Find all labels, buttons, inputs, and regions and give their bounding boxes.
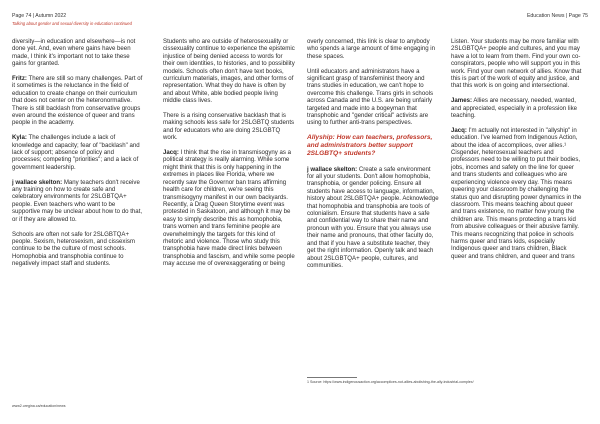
footnote[interactable]: 1 Source: https://www.indigenousaction.org/accomplices-not-allies-abolishing-the-ally-industrial-complex/	[307, 380, 474, 384]
footer-url-link[interactable]: www2.uregina.ca/education/news	[12, 404, 66, 408]
section-question: Allyship: How can teachers, professors, and administrators better support 2SLGBTQ+ students?	[307, 134, 433, 158]
speaker-name: James:	[451, 97, 473, 105]
paragraph: overly concerned, this link is clear to anybody who spends a large amount of time engaging in these spaces.	[307, 38, 436, 60]
paragraph	[451, 97, 583, 119]
speaker-text: Create a safe environment for all your students. Don't allow homophobia, transphobia, or gender policing. Ensure all students have access to language, information, history about 2SLGBTQA+ people. Acknowledge that homophobia and transphobia are tools of colonialism. Ensure that students have a safe and confidential way to share their name and pronoun with you. Ensure that you always use their name and pronouns, that other faculty do, and that if you have a substitute teacher, they get the right information. Openly talk and teach about 2SLGBTQA+ people, cultures, and communities.	[307, 165, 439, 269]
paragraph	[12, 134, 144, 171]
paragraph	[451, 127, 583, 260]
speaker-name: Kyla:	[12, 134, 27, 142]
speaker-text: I think that the rise in transmisogyny as a political strategy is really alarming. While some might think that this is only happening in the extremes in places like Florida, where we recently saw the Governor ban trans affirming health care for children, we're seeing this transmisogyny manifest in our own backyards. Recently, a Drag Queen Storytime event was protested in Saskatoon, and although it may be easy to simply describe this as homophobia, trans women and trans feminine people are overwhelmingly the targets for this kind of rhetoric and violence. Those who study this transphobia have made direct links between transphobia and fascism, and while some people may accuse me of overexaggerating or being	[163, 149, 295, 268]
speaker-name: Jacq:	[163, 149, 179, 157]
speaker-name: Jacq:	[451, 126, 467, 134]
speaker-text: Allies are necessary, needed, wanted, and appreciated, especially in a profession like teaching.	[451, 97, 578, 120]
footnote-divider	[307, 377, 357, 378]
paragraph	[307, 166, 439, 270]
speaker-name: j wallace skelton:	[307, 165, 358, 173]
speaker-name: j wallace skelton:	[12, 178, 63, 186]
paragraph	[163, 149, 295, 268]
text-column-2	[163, 38, 295, 275]
paragraph	[12, 179, 144, 223]
page-header-left: Page 74 | Autumn 2022	[12, 13, 67, 19]
paragraph: Schools are often not safe for 2SLGBTQA+ people. Sexism, heterosexism, and cissexism continue to be the culture of most schools. Homophobia and transphobia continue to negatively impact staff and students.	[12, 230, 135, 268]
page-header-right: Education News | Page 75	[526, 13, 588, 19]
paragraph: Until educators and administrators have a significant grasp of transfeminist theory and trans studies in education, we can't hope to overcome this challenge. Trans girls in schools across Canada and the U.S. are being unfairly targeted and made into a bogeyman that transphobic and "gender critical" activists are using to further anti-trans perspectives.	[307, 67, 433, 127]
paragraph: Listen. Your students may be more familiar with 2SLGBTQA+ people and cultures, and you may have a lot to learn from them. Find your own co-conspirators, people who will support you in this work. Find your own network of allies. Know that this is part of the work of equity and justice, and that this work is on going and intersectional.	[451, 38, 582, 90]
paragraph: diversity—in education and elsewhere—is not done yet. And, even where gains have been made, I think it's important not to take these gains for granted.	[12, 38, 136, 68]
paragraph: Students who are outside of heterosexuality or cissexuality continue to experience the epistemic injustice of being denied access to words for their own identities, to histories, and to possibility models. Schools often don't have text books, curriculum materials, images, and other forms of representation. What they do have is often by and about White, able bodied people living middle class lives.	[163, 38, 295, 105]
text-column-1	[12, 38, 144, 275]
speaker-name: Fritz:	[12, 75, 27, 83]
text-column-4	[451, 38, 583, 268]
speaker-text: Many teachers don't receive any training on how to create safe and celebratory environments for 2SLGBTQA+ people. Even teachers who want to be supportive may be unclear about how to do that, or if they are allowed to.	[12, 178, 143, 223]
speaker-text: I'm actually not interested in "allyship" in education. I've learned from Indigenous Action, about the idea of accomplices, over allies.¹ Cisgender, heterosexual teachers and professors need to be willing to put their bodies, jobs, incomes and safety on the line for queer and trans students and colleagues who are experiencing violence every day. This means queering your classroom by challenging the status quo and disrupting power dynamics in the classroom. This means teaching about queer and trans existence, no matter how young the children are. This means protecting a trans kid from abusive colleagues or their abusive family. This means recognizing that police in schools harms queer and trans kids, especially Indigenous queer and trans children, Black queer and trans children, and queer and trans	[451, 126, 582, 260]
paragraph	[12, 75, 144, 127]
text-column-3	[307, 38, 439, 277]
paragraph: There is a rising conservative backlash that is making schools less safe for 2SLGBTQ students and for educators who are doing 2SLGBTQ work.	[163, 112, 295, 142]
speaker-text: There are still so many challenges. Part of it sometimes is the reluctance in the field of education to create change on their curriculum that does not center on the heteronormative. There is still backlash from conservative groups even around the existence of queer and trans people in the academy.	[12, 75, 143, 127]
running-subtitle: Talking about gender and sexual diversity in education continued	[12, 21, 132, 26]
speaker-text: The challenges include a lack of knowledge and capacity; fear of "backlash" and lack of support; absence of policy and processes; competing "priorities"; and a lack of government leadership.	[12, 134, 140, 171]
